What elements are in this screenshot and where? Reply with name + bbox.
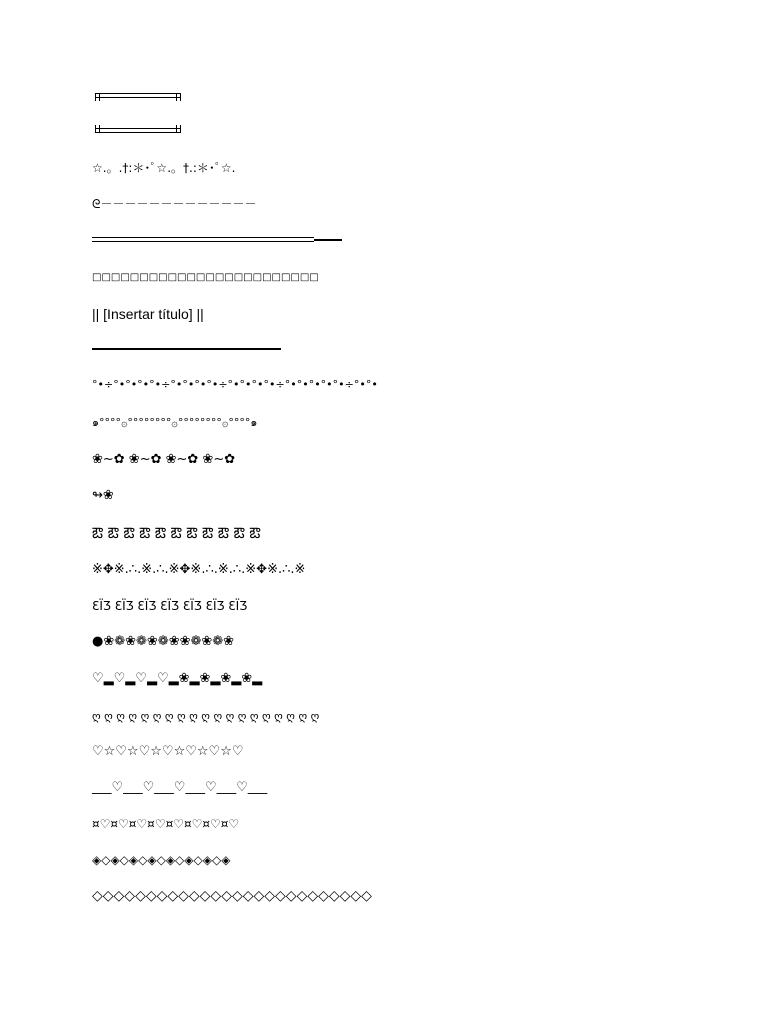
double-rule-divider <box>92 237 314 242</box>
box-frame-top-edge <box>95 93 181 98</box>
flowers-tilde-divider: ❀~✿ ❀~✿ ❀~✿ ❀~✿ <box>92 452 236 467</box>
reference-marks-divider: ※✥※.∴.※.∴.※✥※.∴.※.∴.※✥※.∴.※ <box>92 562 306 577</box>
arrow-flower-divider: ↬❀ <box>92 488 114 503</box>
box-frame-corner-top-left <box>95 93 100 101</box>
box-frame-corner-bottom-left <box>95 125 100 133</box>
diamonds-dots-divider: ◈◇◈◇◈◇◈◇◈◇◈◇◈◇◈ <box>92 853 231 867</box>
telugu-divider: ఔ ఔ ఔ ఔ ఔ ఔ ఔ ఔ ఔ ఔ ఔ <box>92 524 261 542</box>
flower-row-divider: ●❀❁❀❁❀❁❀❀❁❀❁❀ <box>92 634 235 649</box>
single-rule-divider <box>92 348 281 350</box>
beads-divider: ๑°°°°۞°°°°°°°°۞°°°°°°°°۞°°°°๑ <box>92 416 258 429</box>
double-rule-tail <box>314 239 342 241</box>
box-frame-bottom-edge <box>95 128 181 133</box>
dots-divider: °•÷°•°•°•°•÷°•°•°•°•÷°•°•°•°•÷°•°•°•°•°•÷°•°• <box>92 378 378 391</box>
hearts-underscores-divider: ___♡___♡___♡___♡___♡___ <box>92 780 268 795</box>
squares-divider: □□□□□□□□□□□□□□□□□□□□□□□□ <box>92 272 319 283</box>
diamonds-divider: ◇◇◇◇◇◇◇◇◇◇◇◇◇◇◇◇◇◇◇◇◇◇◇◇◇◇ <box>92 888 372 904</box>
dashes-divider: ᘓ－－－－－－－－－－－－－ <box>92 197 257 211</box>
box-frame-corner-top-right <box>176 93 181 101</box>
box-frame-corner-bottom-right <box>176 125 181 133</box>
hearts-bars-divider: ♡▂♡▂♡▂♡▂❀▂❀▂❀▂❀▂ <box>92 671 263 686</box>
title-placeholder: || [Insertar título] || <box>92 306 204 322</box>
currency-hearts-divider: ¤♡¤♡¤♡¤♡¤♡¤♡¤♡¤♡ <box>92 817 240 831</box>
double-line-box-frame <box>95 93 181 133</box>
hearts-stars-divider: ♡☆♡☆♡☆♡☆♡☆♡☆♡ <box>92 744 244 759</box>
butterflies-divider: ƐЇƷ ƐЇƷ ƐЇƷ ƐЇƷ ƐЇƷ ƐЇƷ ƐЇƷ <box>92 599 248 613</box>
stars-divider: ☆.。.†:＊･ﾟ☆.。†.:＊･ﾟ☆. <box>92 161 236 175</box>
curls-divider: ღ ღ ღ ღ ღ ღ ღ ღ ღ ღ ღ ღ ღ ღ ღ ღ ღ ღ ღ <box>92 710 320 723</box>
